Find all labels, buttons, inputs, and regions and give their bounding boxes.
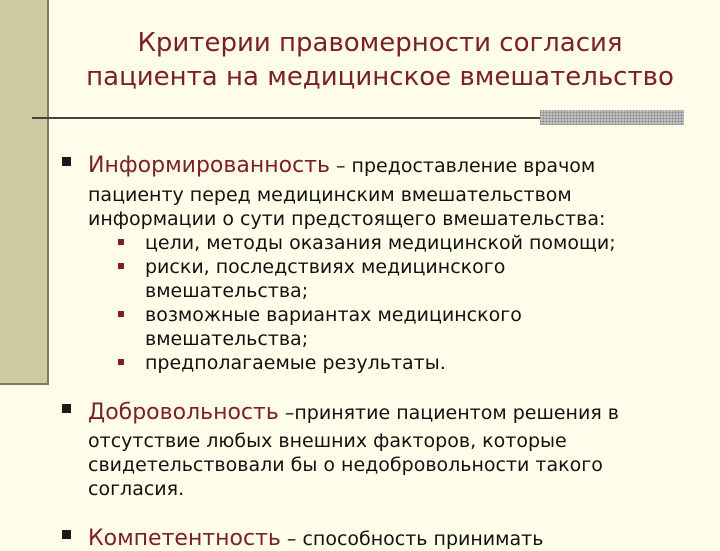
title-line-1: Критерии правомерности согласия (137, 28, 623, 58)
item-1-dash: – (329, 155, 352, 177)
item-3-line-1: способность принимать (302, 528, 544, 550)
item-1-heading: Информированность (88, 153, 330, 178)
subitem-3-line-2: вмешательства; (145, 328, 309, 350)
bullet-square-icon (62, 530, 71, 539)
subitem-2-line-2: вмешательства; (145, 280, 309, 302)
item-1-line-1: предоставление врачом (351, 155, 596, 177)
title-decor-box (540, 110, 684, 125)
item-2-line-2: отсутствие любых внешних факторов, которые (88, 430, 567, 452)
title-divider (32, 117, 540, 119)
sub-bullet-icon (118, 359, 124, 365)
subitem-4-line-1: предполагаемые результаты. (145, 352, 446, 374)
item-3-first-line (88, 527, 543, 551)
item-2-dash: – (278, 402, 295, 424)
item-2-line-4: согласия. (88, 478, 185, 500)
item-2-heading: Добровольность (88, 400, 279, 425)
item-2-line-1: принятие пациентом решения в (294, 402, 619, 424)
title-line-2: пациента на медицинское вмешательство (86, 62, 674, 92)
item-2-line-3: свидетельствовали бы о недобровольности такого (88, 454, 603, 476)
subitem-1-line-1: цели, методы оказания медицинской помощи; (145, 232, 616, 254)
item-1-line-2: пациенту перед медицинским вмешательством (88, 184, 572, 206)
item-3-heading: Компетентность (88, 526, 281, 551)
item-2-first-line (88, 401, 619, 425)
side-accent-rule (0, 383, 49, 385)
sub-bullet-icon (118, 311, 124, 317)
subitem-2-line-1: риски, последствиях медицинского (145, 256, 506, 278)
bullet-square-icon (62, 404, 71, 413)
sub-bullet-icon (118, 263, 124, 269)
subitem-3-line-1: возможные вариантах медицинского (145, 304, 522, 326)
sub-bullet-icon (118, 239, 124, 245)
item-1-line-3: информации о сути предстоящего вмешательства: (88, 208, 606, 230)
bullet-square-icon (62, 157, 71, 166)
item-1-first-line (88, 154, 595, 178)
slide-title (40, 26, 720, 94)
item-3-dash: – (280, 528, 303, 550)
